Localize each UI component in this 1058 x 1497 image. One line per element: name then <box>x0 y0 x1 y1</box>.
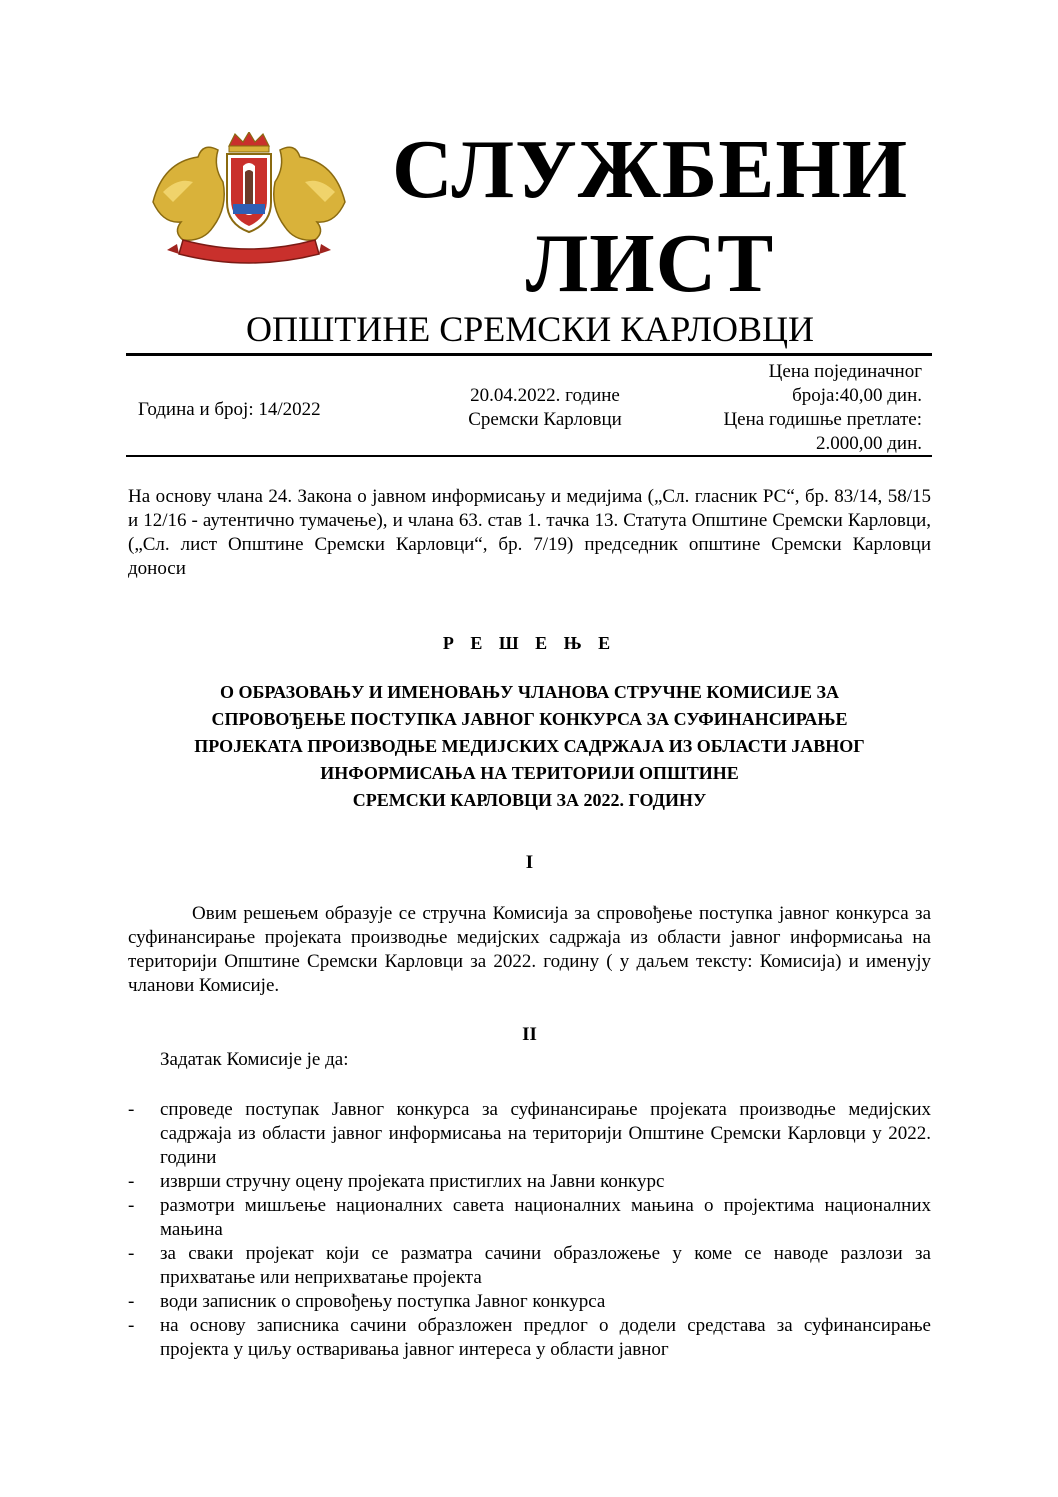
gazette-subtitle: ОПШТИНЕ СРЕМСКИ КАРЛОВЦИ <box>245 309 815 349</box>
dash-bullet: - <box>128 1291 135 1312</box>
header-bottom-rule <box>126 455 932 457</box>
issue-place: Сремски Карловци <box>468 409 622 430</box>
subject-line: ПРОЈЕКАТА ПРОИЗВОДЊЕ МЕДИЈСКИХ САДРЖАЈА ИЗ ОБЛАСТИ ЈАВНОГ <box>194 736 865 756</box>
price-annual-line1: Цена годишње претлате: <box>723 409 922 430</box>
dash-bullet: - <box>128 1315 135 1336</box>
task-text: води записник о спровођењу поступка Јавног конкурса <box>160 1291 606 1312</box>
preamble-paragraph: На основу члана 24. Закона о јавном информисању и медијима („Сл. гласник РС“, бр. 83/14, 58/15 и 12/16 - аутентично тумачење), и члана 63. став 1. тачка 13. Статута Општине Сремски Карловци, („Сл. лист Општине Сремски Карловци“, бр. 7/19) председник општине Сремски Карловци доноси <box>128 486 931 579</box>
subject-line: СРЕМСКИ КАРЛОВЦИ ЗА 2022. ГОДИНУ <box>352 790 707 810</box>
list-item <box>128 1242 931 1290</box>
section-2-intro: Задатак Комисије је да: <box>160 1049 349 1070</box>
decision-subject <box>128 679 931 814</box>
price-single-line2: броја:40,00 дин. <box>792 385 922 406</box>
subject-line: ИНФОРМИСАЊА НА ТЕРИТОРИЈИ ОПШТИНЕ <box>320 763 739 783</box>
price-annual-line2: 2.000,00 дин. <box>815 433 922 454</box>
task-text: за сваки пројекат који се разматра сачини образложење у коме се наводе разлози за прихватање или неприхватање пројекта <box>160 1243 931 1288</box>
dash-bullet: - <box>128 1099 135 1120</box>
list-item <box>128 1170 931 1194</box>
task-list <box>128 1098 931 1362</box>
decision-heading: Р Е Ш Е Њ Е <box>442 633 617 653</box>
section-numeral-2: II <box>522 1024 537 1045</box>
list-item <box>128 1314 931 1362</box>
issue-date: 20.04.2022. године <box>470 385 620 406</box>
price-single-line1: Цена појединачног <box>768 361 922 382</box>
task-text: на основу записника сачини образложен предлог о додели средстава за суфинансирање пројекта у циљу остваривања јавног интереса у области јавног <box>160 1315 931 1360</box>
task-text: спроведе поступак Јавног конкурса за суфинансирање пројеката производње медијских садржаја из области јавног информисања на територији Општине Сремски Карловци у 2022. години <box>160 1099 931 1168</box>
task-text: размотри мишљење националних савета националних мањина о пројектима националних мањина <box>160 1195 931 1240</box>
gazette-title-line2: ЛИСТ <box>525 217 775 310</box>
list-item <box>128 1290 931 1314</box>
dash-bullet: - <box>128 1243 135 1264</box>
municipal-coat-of-arms-logo <box>143 132 355 266</box>
subject-line: О ОБРАЗОВАЊУ И ИМЕНОВАЊУ ЧЛАНОВА СТРУЧНЕ КОМИСИЈЕ ЗА <box>220 682 839 702</box>
issue-year-number: Година и број: 14/2022 <box>138 399 321 420</box>
list-item <box>128 1098 931 1170</box>
section-numeral-1: I <box>525 852 534 873</box>
dash-bullet: - <box>128 1171 135 1192</box>
header-top-rule <box>126 353 932 356</box>
issue-prices <box>660 360 922 456</box>
gazette-title-line1: СЛУЖБЕНИ <box>391 123 909 216</box>
task-text: изврши стручну оцену пројеката пристиглих на Јавни конкурс <box>160 1171 665 1192</box>
issue-date-place <box>440 384 650 432</box>
subject-line: СПРОВОЂЕЊЕ ПОСТУПКА ЈАВНОГ КОНКУРСА ЗА СУФИНАНСИРАЊЕ <box>211 709 848 729</box>
list-item <box>128 1194 931 1242</box>
section-1-paragraph: Овим решењем образује се стручна Комисија за спровођење поступка јавног конкурса за суфинансирање пројеката производње медијских садржаја из области јавног информисања на територији Општине Сремски Карловци за 2022. годину ( у даљем тексту: Комисија) и именују чланови Комисије. <box>128 903 931 996</box>
dash-bullet: - <box>128 1195 135 1216</box>
